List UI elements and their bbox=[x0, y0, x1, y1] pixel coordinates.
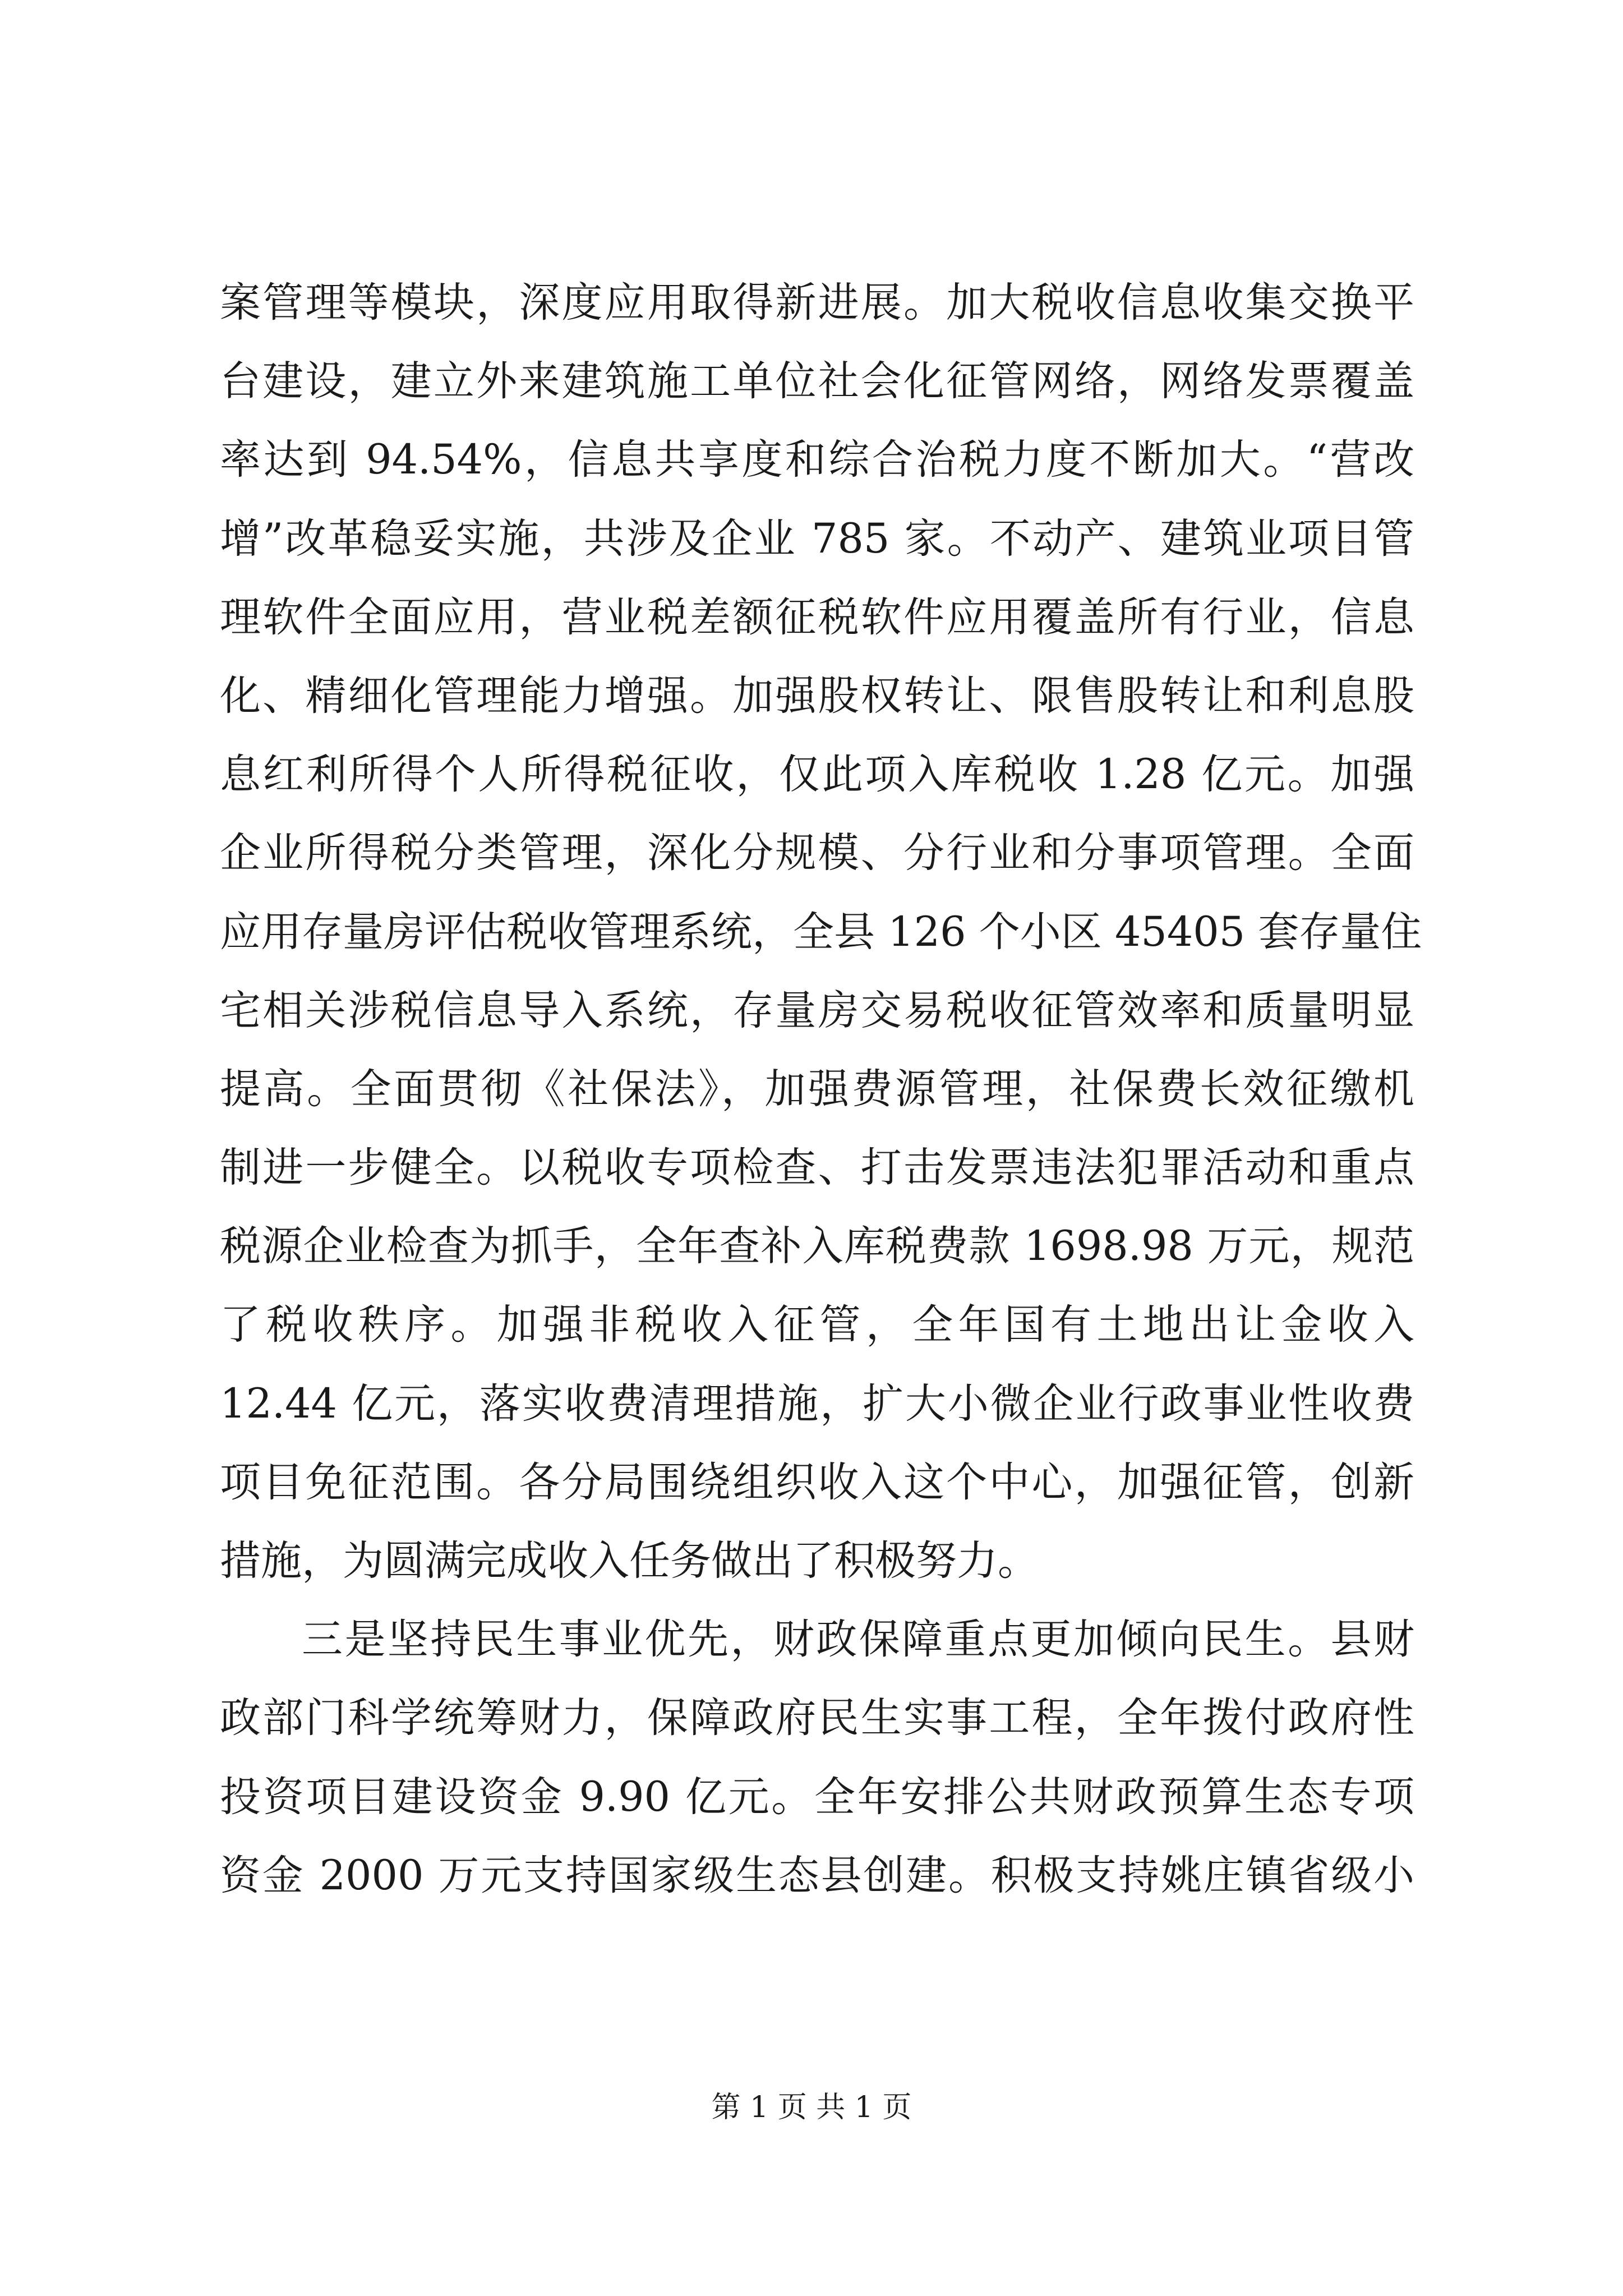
text-line: 台建设，建立外来建筑施工单位社会化征管网络，网络发票覆盖 bbox=[220, 357, 1414, 406]
text-line: 应用存量房评估税收管理系统，全县 126 个小区 45405 套存量住 bbox=[220, 908, 1422, 956]
text-line: 制进一步健全。以税收专项检查、打击发票违法犯罪活动和重点 bbox=[220, 1144, 1414, 1192]
text-line: 了税收秩序。加强非税收入征管，全年国有土地出让金收入 bbox=[220, 1301, 1414, 1349]
text-line: 提高。全面贯彻《社保法》，加强费源管理，社保费长效征缴机 bbox=[220, 1065, 1414, 1113]
text-line: 投资项目建设资金 9.90 亿元。全年安排公共财政预算生态专项 bbox=[220, 1773, 1414, 1821]
text-line: 率达到 94.54%，信息共享度和综合治税力度不断加大。“营改 bbox=[220, 436, 1414, 484]
text-line: 项目免征范围。各分局围绕组织收入这个中心，加强征管，创新 bbox=[220, 1458, 1414, 1506]
text-line: 化、精细化管理能力增强。加强股权转让、限售股转让和利息股 bbox=[220, 671, 1414, 720]
text-line: 案管理等模块，深度应用取得新进展。加大税收信息收集交换平 bbox=[220, 279, 1414, 326]
text-line: 资金 2000 万元支持国家级生态县创建。积极支持姚庄镇省级小 bbox=[220, 1851, 1414, 1899]
paragraph-end-line: 措施，为圆满完成收入任务做出了积极努力。 bbox=[220, 1537, 1039, 1585]
text-line: 税源企业检查为抓手，全年查补入库税费款 1698.98 万元，规范 bbox=[220, 1222, 1414, 1271]
page-footer: 第 1 页 共 1 页 bbox=[711, 2091, 912, 2124]
text-line: 12.44 亿元，落实收费清理措施，扩大小微企业行政事业性收费 bbox=[220, 1379, 1414, 1428]
text-line: 宅相关涉税信息导入系统，存量房交易税收征管效率和质量明显 bbox=[220, 986, 1414, 1034]
text-line: 政部门科学统筹财力，保障政府民生实事工程，全年拨付政府性 bbox=[220, 1694, 1414, 1742]
text-line: 息红利所得个人所得税征收，仅此项入库税收 1.28 亿元。加强 bbox=[220, 751, 1414, 799]
text-line: 增”改革稳妥实施，共涉及企业 785 家。不动产、建筑业项目管 bbox=[220, 514, 1414, 563]
text-line: 理软件全面应用，营业税差额征税软件应用覆盖所有行业，信息 bbox=[220, 593, 1414, 641]
paragraph-start-line: 三是坚持民生事业优先，财政保障重点更加倾向民生。县财 bbox=[302, 1616, 1414, 1664]
text-line: 企业所得税分类管理，深化分规模、分行业和分事项管理。全面 bbox=[220, 829, 1414, 877]
body-text bbox=[220, 264, 1422, 1915]
